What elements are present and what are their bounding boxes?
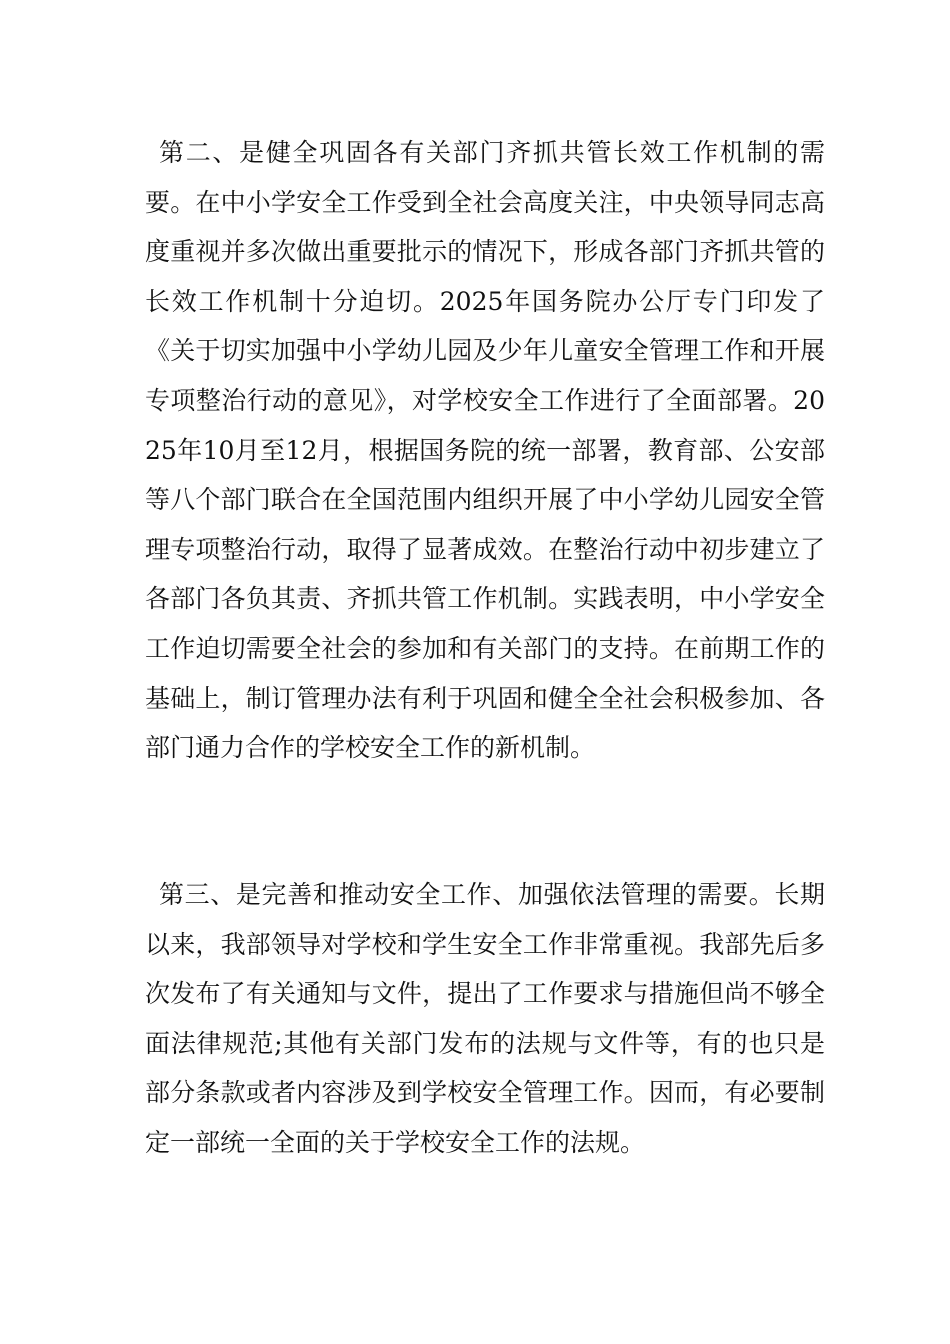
- paragraph-third-point: 第三、是完善和推动安全工作、加强依法管理的需要。长期以来，我部领导对学校和学生安全工作非常重视。我部先后多次发布了有关通知与文件，提出了工作要求与措施但尚不够全面法律规范;其他有关部门发布的法规与文件等，有的也只是部分条款或者内容涉及到学校安全管理工作。因而，有必要制定一部统一全面的关于学校安全工作的法规。: [145, 880, 825, 1157]
- paragraph-second-point: 第二、是健全巩固各有关部门齐抓共管长效工作机制的需要。在中小学安全工作受到全社会高度关注，中央领导同志高度重视并多次做出重要批示的情况下，形成各部门齐抓共管的长效工作机制十分迫切。2025年国务院办公厅专门印发了《关于切实加强中小学幼儿园及少年儿童安全管理工作和开展专项整治行动的意见》，对学校安全工作进行了全面部署。2025年10月至12月，根据国务院的统一部署，教育部、公安部等八个部门联合在全国范围内组织开展了中小学幼儿园安全管理专项整治行动，取得了显著成效。在整治行动中初步建立了各部门各负其责、齐抓共管工作机制。实践表明，中小学安全工作迫切需要全社会的参加和有关部门的支持。在前期工作的基础上，制订管理办法有利于巩固和健全全社会积极参加、各部门通力合作的学校安全工作的新机制。: [145, 138, 825, 763]
